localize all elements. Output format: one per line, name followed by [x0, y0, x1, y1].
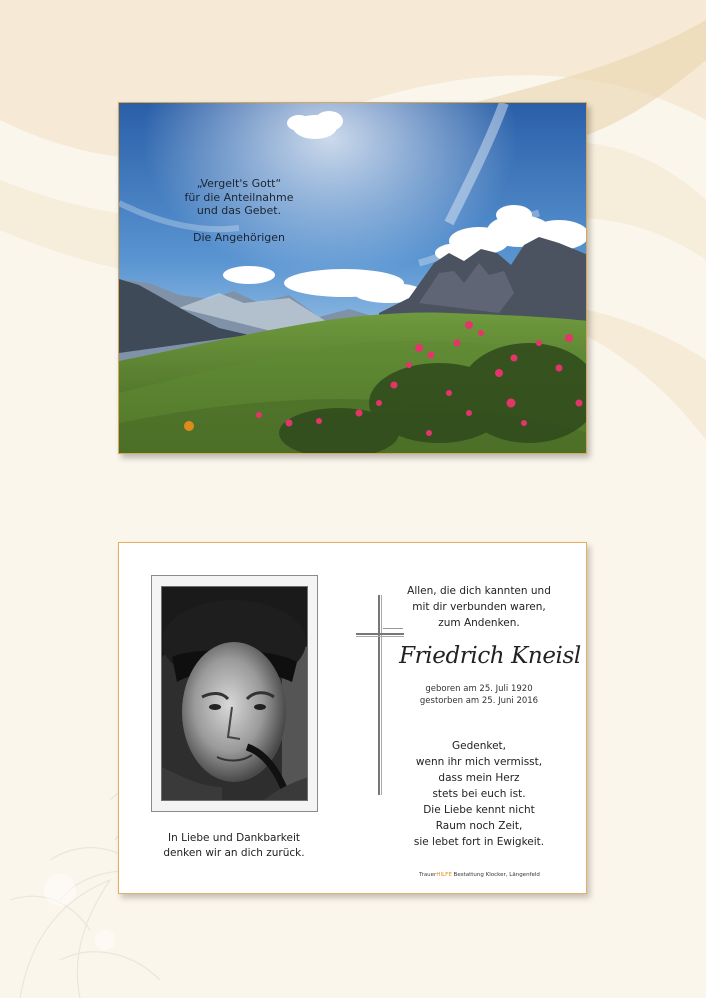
portrait-frame	[151, 575, 318, 812]
poem-line: Gedenket,	[452, 740, 506, 752]
verse-signature: Die Angehörigen	[192, 230, 286, 244]
intro-line: zum Andenken.	[438, 617, 520, 629]
photo-caption	[139, 831, 329, 861]
poem-line: stets bei euch ist.	[432, 788, 526, 800]
caption-line: In Liebe und Dankbarkeit	[168, 832, 300, 844]
poem-line: wenn ihr mich vermisst,	[415, 756, 543, 768]
intro-text	[389, 583, 569, 631]
intro-line: Allen, die dich kannten und	[407, 585, 551, 597]
intro-line: mit dir verbunden waren,	[412, 601, 546, 613]
portrait-image	[162, 587, 308, 801]
memorial-poem	[389, 738, 569, 850]
company-name: Bestattung Klocker, Längenfeld	[451, 872, 540, 878]
brand-name-part1: Trauer	[419, 872, 437, 878]
funeral-home-credit	[419, 872, 540, 878]
deceased-name: Friedrich Kneisl	[399, 643, 581, 669]
verse-line: „Vergelt's Gott“	[196, 177, 282, 190]
verse-line: für die Anteilnahme	[184, 190, 294, 204]
birth-date: geboren am 25. Juli 1920	[425, 684, 533, 694]
poem-line: sie lebet fort in Ewigkeit.	[413, 836, 545, 848]
caption-line: denken wir an dich zurück.	[163, 847, 305, 859]
poem-line: Raum noch Zeit,	[435, 820, 523, 832]
verse-line: und das Gebet.	[196, 204, 282, 217]
life-dates	[389, 683, 569, 707]
poem-line: Die Liebe kennt nicht	[423, 804, 535, 816]
landscape-card	[118, 102, 587, 454]
poem-line: dass mein Herz	[438, 772, 520, 784]
portrait-photo	[161, 586, 308, 801]
mountain-landscape-image	[119, 103, 587, 454]
death-date: gestorben am 25. Juni 2016	[419, 696, 539, 706]
thank-you-verse	[169, 177, 309, 244]
brand-name-part2: HILFE	[436, 872, 452, 878]
memorial-card	[118, 542, 587, 894]
